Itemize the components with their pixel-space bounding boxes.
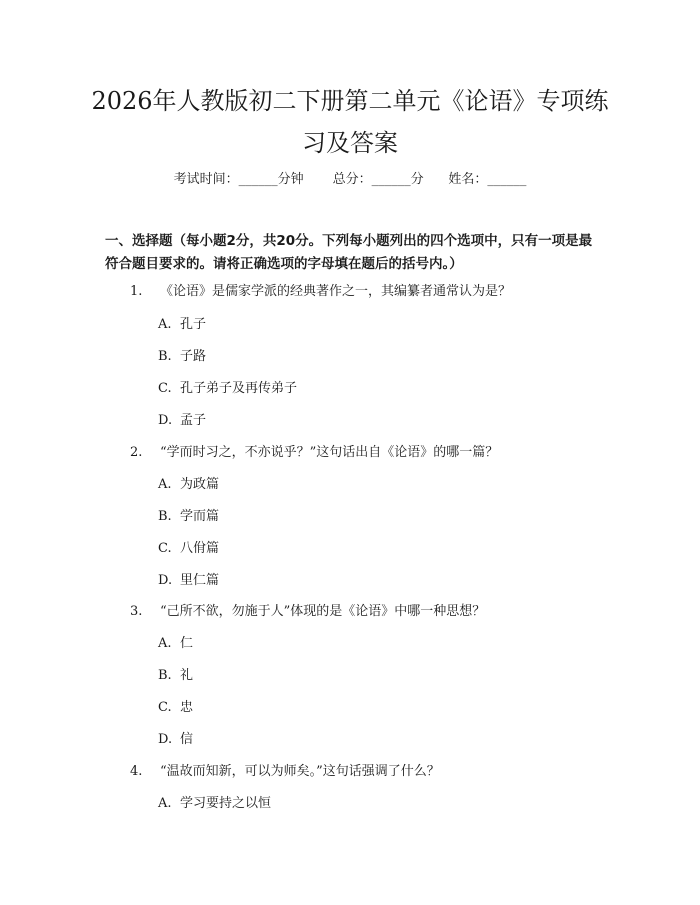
option-text: 孔子弟子及再传弟子 (180, 381, 298, 396)
option-text: 里仁篇 (180, 573, 220, 588)
score-unit: 分 (410, 172, 424, 187)
question-number: 2. (130, 445, 143, 460)
question (130, 600, 485, 619)
option (158, 632, 193, 651)
question-number: 3. (130, 604, 143, 619)
option-text: 学习要持之以恒 (180, 796, 272, 811)
name-label: 姓名： (448, 172, 488, 187)
option (158, 313, 206, 332)
option (158, 473, 219, 492)
option-text: 为政篇 (180, 477, 220, 492)
document-title: 2026年人教版初二下册第二单元《论语》专项练习及答案 (91, 87, 609, 157)
option (158, 664, 193, 683)
question-text: “学而时习之，不亦说乎？”这句话出自《论语》的哪一篇？ (160, 445, 499, 460)
time-unit: 分钟 (277, 172, 304, 187)
option-text: 孔子 (180, 317, 207, 332)
section-heading: 一、选择题（每小题2分，共20分。下列每小题列出的四个选项中，只有一项是最符合题目要求的。请将正确选项的字母填在题后的括号内。） (105, 233, 593, 272)
option-letter: A. (158, 636, 172, 651)
option (158, 696, 193, 715)
option-letter: A. (158, 317, 172, 332)
option-letter: D. (158, 573, 173, 588)
question-number: 1. (130, 284, 143, 299)
option-letter: A. (158, 796, 172, 811)
option-text: 孟子 (180, 413, 207, 428)
option (158, 728, 193, 747)
option-letter: C. (158, 700, 172, 715)
option-text: 八佾篇 (180, 541, 220, 556)
option-text: 子路 (180, 349, 207, 364)
question-text: “温故而知新，可以为师矣。”这句话强调了什么？ (160, 764, 440, 779)
question-number: 4. (130, 764, 143, 779)
option (158, 345, 206, 364)
option-text: 仁 (180, 636, 194, 651)
option-letter: B. (158, 509, 172, 524)
exam-meta (0, 168, 700, 187)
option-letter: D. (158, 732, 173, 747)
option-text: 礼 (180, 668, 194, 683)
option (158, 377, 297, 396)
time-blank: ______ (238, 172, 278, 187)
option-letter: C. (158, 541, 172, 556)
option-text: 学而篇 (180, 509, 220, 524)
option-letter: B. (158, 349, 172, 364)
score-blank: ______ (371, 172, 411, 187)
option-letter: D. (158, 413, 173, 428)
option (158, 792, 271, 811)
option-letter: A. (158, 477, 172, 492)
option-text: 信 (180, 732, 194, 747)
question (130, 760, 440, 779)
score-label: 总分： (332, 172, 372, 187)
option-text: 忠 (180, 700, 194, 715)
question-text: 《论语》是儒家学派的经典著作之一，其编纂者通常认为是？ (160, 284, 512, 299)
time-label: 考试时间： (173, 172, 239, 187)
option (158, 409, 206, 428)
option (158, 537, 219, 556)
name-blank: ______ (487, 172, 527, 187)
option-letter: B. (158, 668, 172, 683)
option (158, 569, 219, 588)
option-letter: C. (158, 381, 172, 396)
question-text: “己所不欲，勿施于人”体现的是《论语》中哪一种思想？ (160, 604, 486, 619)
option (158, 505, 219, 524)
question (130, 441, 498, 460)
question (130, 280, 511, 299)
